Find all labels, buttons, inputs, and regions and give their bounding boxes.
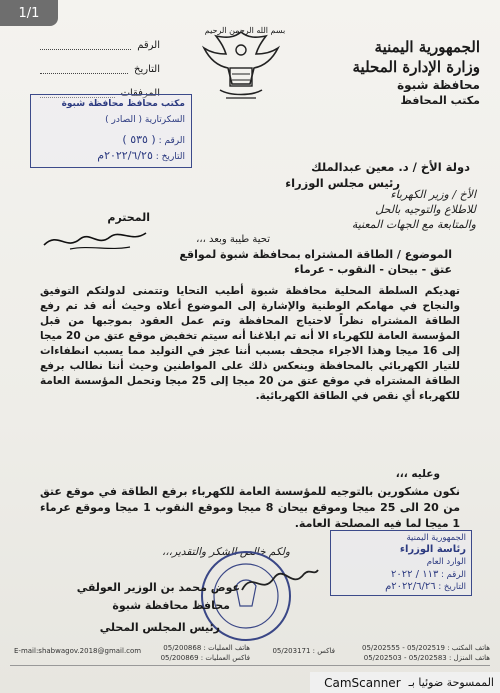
stamp-number-label: الرقم (164, 136, 185, 146)
footer-fax: فاكس : 05/203171 (272, 647, 335, 655)
handwritten-line1: الأخ / وزير الكهرباء (390, 188, 476, 201)
eagle-emblem-icon (196, 24, 286, 108)
pm-date-value: ٢٠٢٢/٦/٢٦م (385, 581, 436, 592)
pm-number-value: ١١٣ / ٢٠٢٢ (391, 569, 439, 580)
body-paragraph: تهديكم السلطة المحلية محافظة شبوة أطيب التحايا وتتمنى لدولتكم التوفيق والنجاح في مهامكم الوطنية والإشارة إلى الموضوع أعلاه وحيث أنه قد تم رفع الطاقة المشتراه نظراً لاحتياج المحافظة وتم عمل العقود بموجبها من قبل المؤسسة العامة للكهرباء الا أنه تم ابلاغنا أنه سيتم تخفيض موقع عتق من 20 ميجا إلى 16 ميجا وهذا الاجراء مجحف بسبب أننا عجز في التوليد مما يسبب انطفاءات للتيار الكهربائي بالمحافظة وينعكس ذلك على المواطنين وحيث أننا نطالب برفع الطاقة المشتراه في موقع عتق من 20 ميجا إلى 25 ميجا وتحمل المؤسسة العامة للكهرباء أي نقص في الطاقة الكهربائية. (40, 285, 460, 402)
governorate-name: محافظة شبوة (397, 78, 480, 92)
ref-label: الرقم (137, 40, 160, 51)
footer-fax-ops: فاكس العمليات : 05/200869 (160, 654, 250, 662)
office-name: مكتب المحافظ (400, 94, 480, 107)
scanner-name: CamScanner (324, 675, 401, 690)
respected-label: المحترم (107, 211, 150, 224)
republic-name: الجمهورية اليمنية (374, 38, 480, 56)
attachments-label: المرفقات (120, 88, 160, 99)
date-label: التاريخ (134, 64, 160, 75)
signatory-title1: محافظ محافظة شبوة (112, 599, 230, 612)
ministry-name: وزارة الإدارة المحلية (352, 58, 480, 76)
stamp-line2: السكرتارية ( الصادر ) (105, 115, 185, 125)
letterhead (330, 38, 480, 107)
pm-stamp-line1: الجمهورية اليمنية (406, 533, 466, 543)
page-counter: 1/1 (0, 0, 58, 26)
scanner-watermark (310, 672, 500, 693)
signatory-title2: رئيس المجلس المحلي (99, 621, 220, 634)
stamp-number-value: ( ٥٣٥ ) (122, 133, 156, 146)
handwritten-line3: والمتابعة مع الجهات المعنية (351, 218, 476, 231)
thanks-line: ولكم خالص الشكر والتقدير،،، (162, 546, 290, 558)
subject-label: الموضوع / الطاقة المشتراه بمحافظة شبوة لمواقع (179, 248, 452, 261)
handwritten-line2: للاطلاع والتوجيه بالحل (375, 203, 476, 216)
outgoing-stamp: مكتب محافظ محافظة شبوة السكرتارية ( الصادر ) الرقم : ( ٥٣٥ ) التاريخ : ٢٠٢٢/٦/٢٥م (30, 94, 192, 168)
closing-intro: وعليه ،،، (395, 468, 440, 480)
stamp-date-label: التاريخ (161, 152, 185, 162)
footer-phone-ops: هاتف العمليات : 05/200868 (163, 644, 250, 652)
greeting: تحية طيبة وبعد ،،، (196, 234, 270, 245)
pm-date-label: التاريخ (443, 582, 466, 592)
footer-home-phone: هاتف المنزل : 05/202583 - 05/202503 (363, 654, 490, 662)
stamp-date-value: ٢٠٢٢/٦/٢٥م (97, 149, 153, 162)
pm-incoming-stamp: الجمهورية اليمنية رئاسة الوزراء الوارد العام الرقم : ١١٣ / ٢٠٢٢ التاريخ : ٢٠٢٢/٦/٢٦م (330, 530, 472, 596)
footer-email: E-mail:shabwagov.2018@gmail.com (14, 647, 142, 655)
scanner-caption: الممسوحة ضوئيا بـ (408, 676, 494, 689)
signatory-name: عوض محمد بن الوزير العولقي (76, 581, 240, 594)
addressee-title: رئيس مجلس الوزراء (285, 176, 400, 190)
footer-divider (10, 665, 490, 666)
pm-number-label: الرقم (446, 570, 466, 580)
addressee-name: دولة الأخ / د. معين عبدالملك (311, 160, 470, 174)
basmala: بسم الله الرحمن الرحيم (204, 26, 286, 35)
handwritten-signature-icon (40, 225, 150, 255)
request-paragraph: نكون مشكورين بالتوجيه للمؤسسة العامة للكهرباء برفع الطاقة في موقع عتق من 20 الى 25 ميجا وموقع بيحان 8 ميجا وموقع النقوب 1 ميجا وموقع عرماء 1 ميجا لما فيه المصلحة العامة. (40, 485, 461, 530)
stamp-line1: مكتب محافظ محافظة شبوة (61, 99, 185, 109)
subject-sites: عتق - بيحان - النقوب - عرماء (294, 263, 452, 276)
pm-stamp-line2: رئاسة الوزراء (399, 544, 466, 555)
footer-office-phone: هاتف المكتب : 05/202519 - 05/202555 (361, 644, 490, 652)
governor-signature-icon (240, 560, 320, 600)
pm-stamp-line3: الوارد العام (426, 557, 466, 567)
